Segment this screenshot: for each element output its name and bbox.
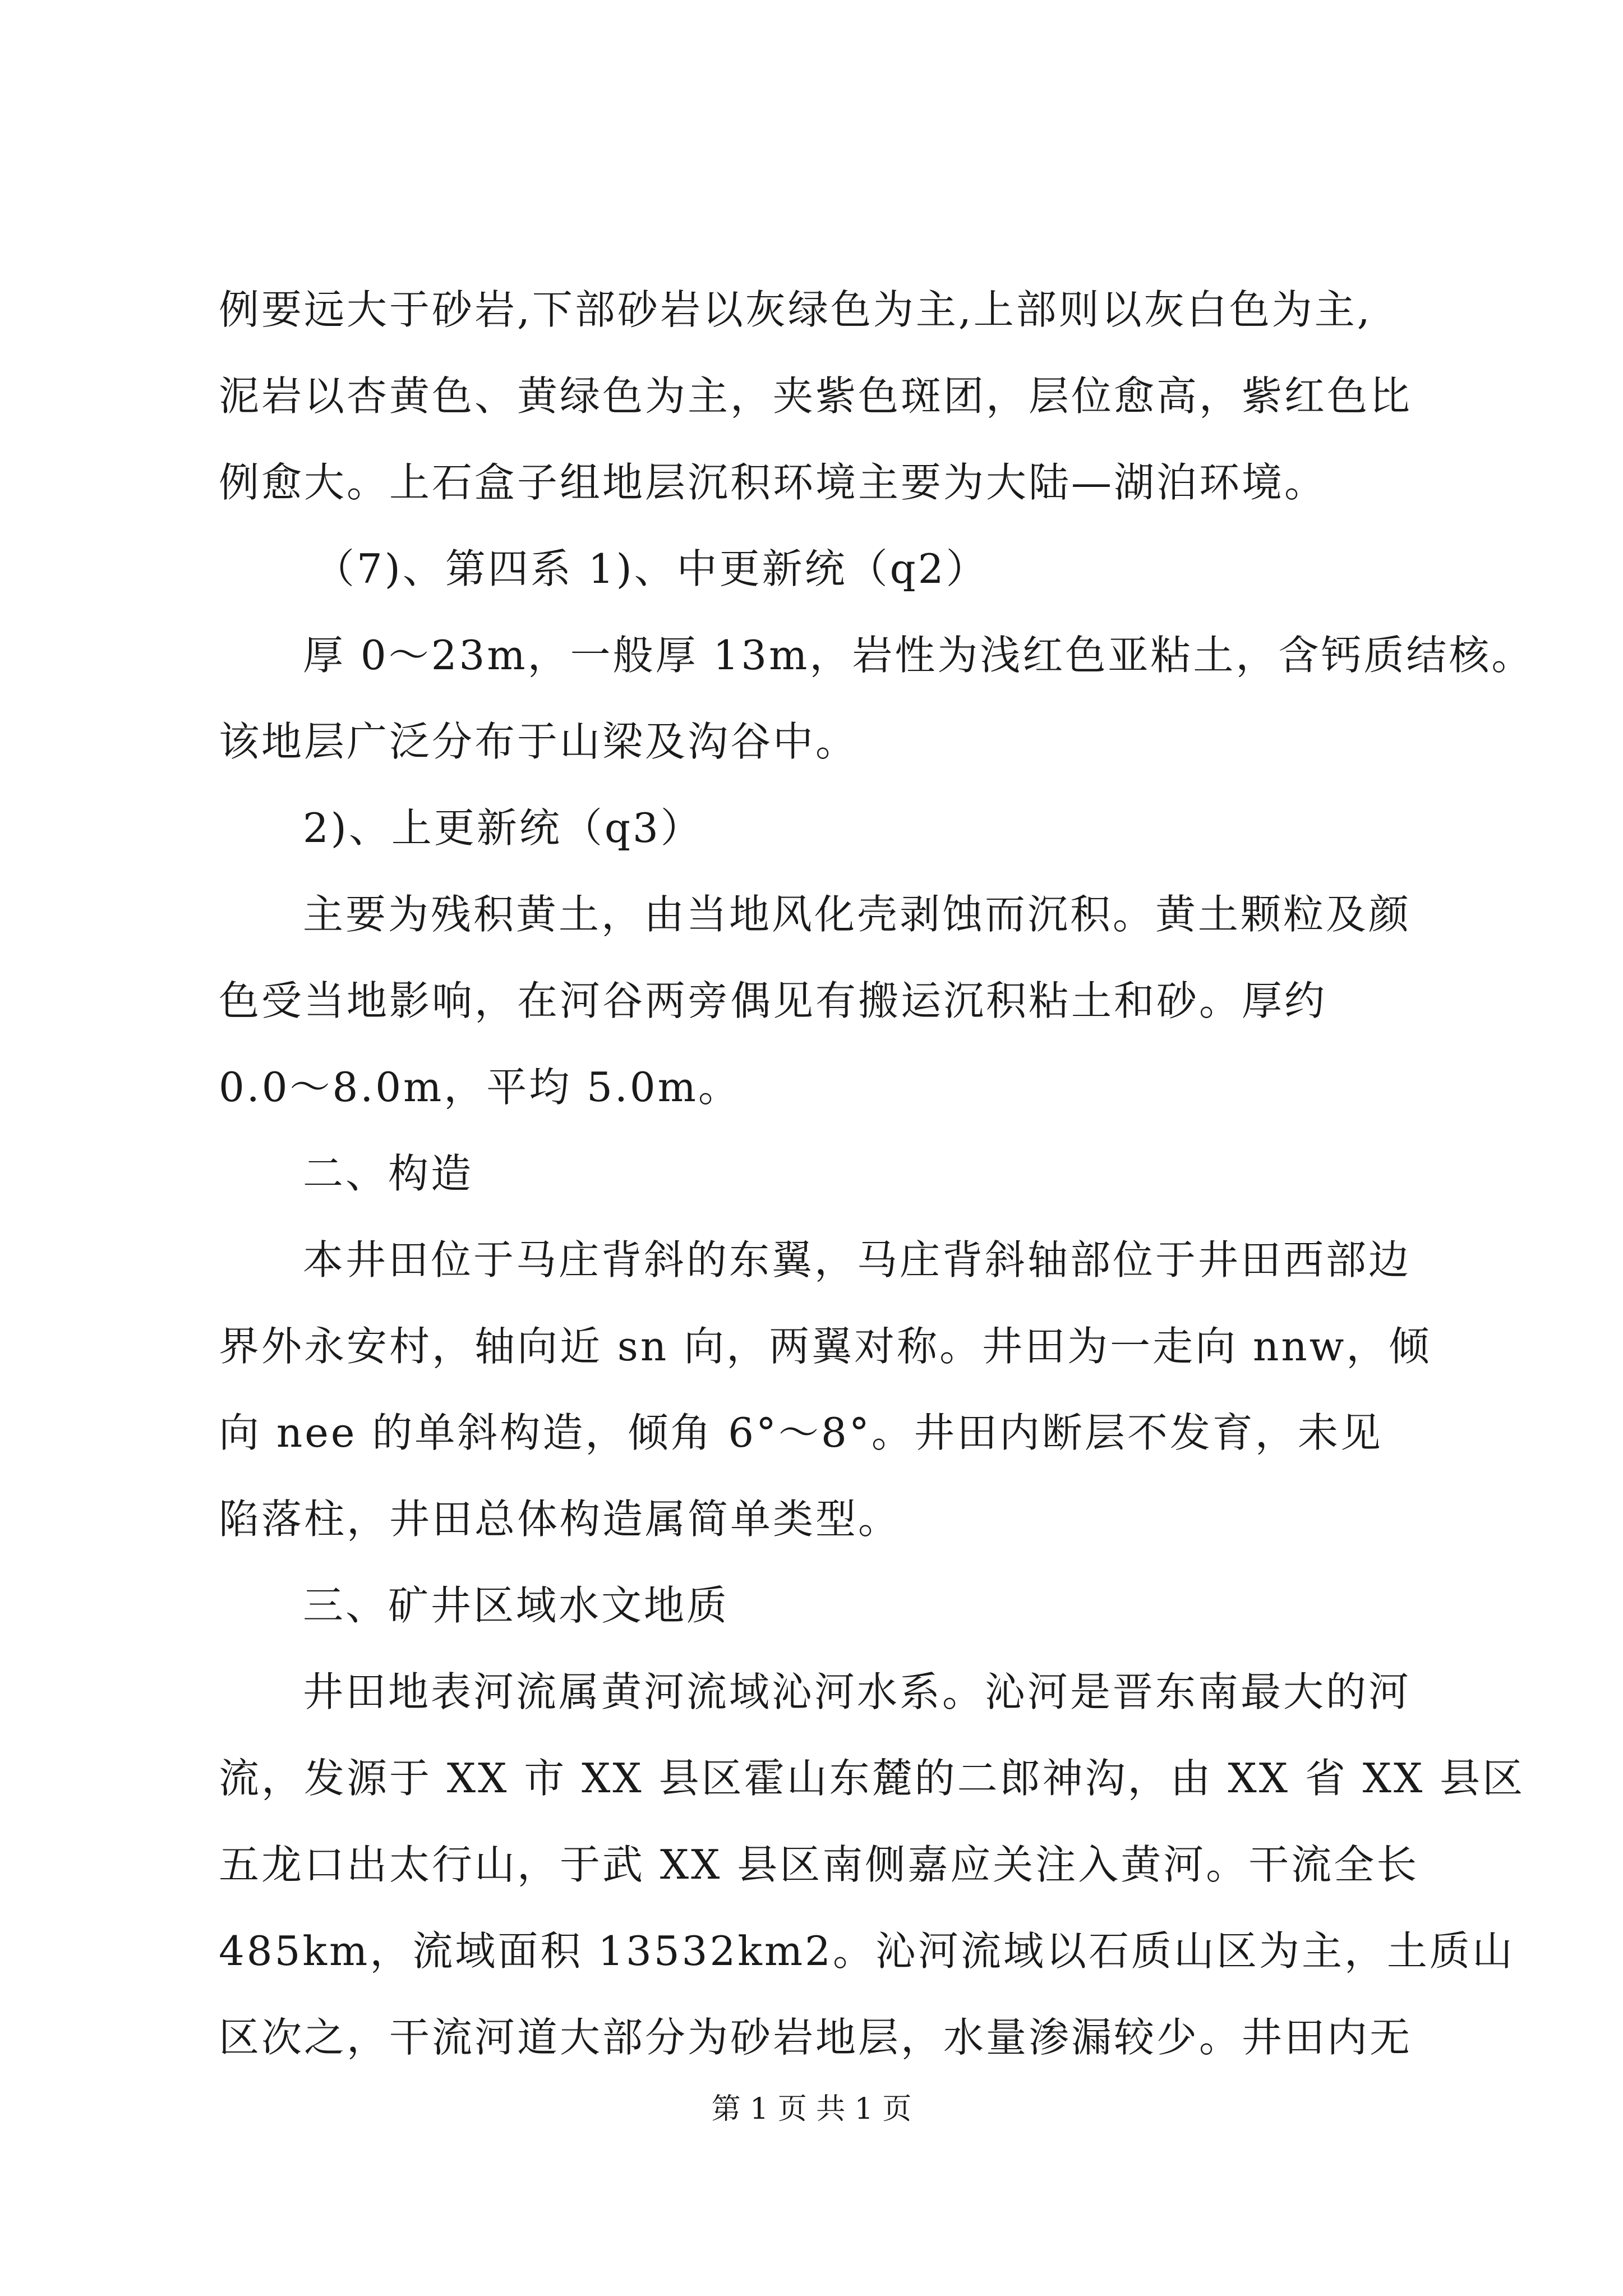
section-heading: 2)、上更新统（q3） [303,804,703,852]
section-heading: （7)、第四系 1)、中更新统（q2） [314,545,989,592]
text-line: 井田地表河流属黄河流域沁河水系。沁河是晋东南最大的河 [303,1668,1412,1715]
text-line: 485km，流域面积 13532km2。沁河流域以石质山区为主，土质山 [219,1927,1515,1975]
page-footer: 第 1 页 共 1 页 [711,2092,912,2126]
section-heading: 三、矿井区域水文地质 [303,1582,730,1629]
section-heading: 二、构造 [303,1150,474,1197]
text-line: 区次之，干流河道大部分为砂岩地层，水量渗漏较少。井田内无 [219,2014,1413,2061]
text-line: 界外永安村，轴向近 sn 向，两翼对称。井田为一走向 nnw，倾 [219,1323,1432,1370]
text-line: 例要远大于砂岩,下部砂岩以灰绿色为主,上部则以灰白色为主, [219,286,1372,333]
text-line: 主要为残积黄土，由当地风化壳剥蚀而沉积。黄土颗粒及颜 [303,891,1412,938]
text-line: 该地层广泛分布于山梁及沟谷中。 [219,718,859,765]
text-line: 本井田位于马庄背斜的东翼，马庄背斜轴部位于井田西部边 [303,1236,1412,1283]
text-line: 例愈大。上石盒子组地层沉积环境主要为大陆—湖泊环境。 [219,459,1327,506]
text-line: 流，发源于 XX 市 XX 县区霍山东麓的二郎神沟，由 XX 省 XX 县区 [219,1755,1525,1802]
text-line: 色受当地影响，在河谷两旁偶见有搬运沉积粘土和砂。厚约 [219,977,1327,1024]
text-line: 厚 0～23m，一般厚 13m，岩性为浅红色亚粘土，含钙质结核。 [303,632,1534,679]
text-line: 向 nee 的单斜构造，倾角 6°～8°。井田内断层不发育，未见 [219,1409,1383,1456]
text-line: 五龙口出太行山，于武 XX 县区南侧嘉应关注入黄河。干流全长 [219,1841,1419,1888]
text-line: 泥岩以杏黄色、黄绿色为主，夹紫色斑团，层位愈高，紫红色比 [219,372,1413,420]
text-line: 陷落柱，井田总体构造属简单类型。 [219,1496,901,1543]
document-body [219,266,1534,2081]
text-line: 0.0～8.0m，平均 5.0m。 [219,1064,741,1111]
